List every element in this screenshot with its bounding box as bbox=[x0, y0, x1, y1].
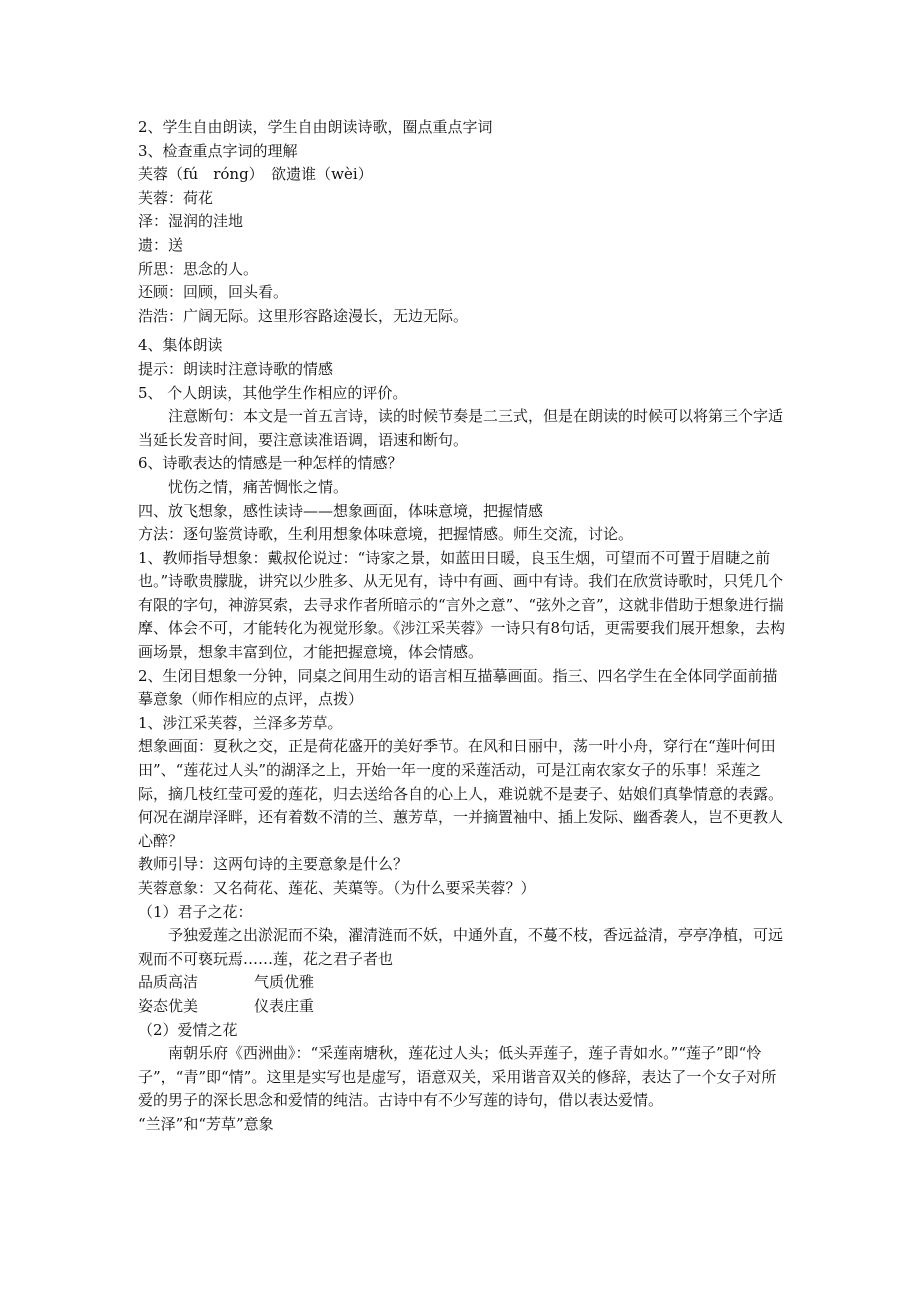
section-4-heading: 四、放飞想象，感性读诗——想象画面，体味意境，把握情感 bbox=[138, 501, 544, 520]
quality-pair-2 bbox=[138, 995, 786, 1019]
gloss-huangu: 还顾：回顾，回头看。 bbox=[138, 283, 289, 302]
method-line: 方法：逐句鉴赏诗歌，生利用想象体味意境，把握情感。师生交流，讨论。 bbox=[138, 525, 634, 544]
imagined-scene-paragraph: 想象画面：夏秋之交，正是荷花盛开的美好季节。在风和日丽中，荡一叶小舟，穿行在“莲叶何田田”、“莲花过人头”的湖泽之上，开始一年一度的采莲活动，可是江南农家女子的乐事！采莲之际，摘几枝红莹可爱的莲花，归去送给各自的心上人，难说就不是妻子、姑娘们真挚情意的表露。何况在湖岸泽畔，还有着数不清的兰、蕙芳草，一并摘置袖中、插上发际、幽香袭人，岂不更教人心醉？ bbox=[138, 737, 784, 850]
teacher-question: 教师引导：这两句诗的主要意象是什么？ bbox=[138, 855, 409, 874]
document-body bbox=[138, 116, 786, 1137]
student-imagine-paragraph: 2、生闭目想象一分钟，同桌之间用生动的语言相互描摹画面。指三、四名学生在全体同学面前描摹意象（师作相应的点评，点拨） bbox=[138, 666, 778, 709]
quality-pair-1 bbox=[138, 971, 786, 995]
gloss-suosi: 所思：思念的人。 bbox=[138, 259, 259, 278]
xizhouqu-paragraph: 南朝乐府《西洲曲》：“采莲南塘秋，莲花过人头；低头弄莲子，莲子青如水。”“莲子”即“怜子”，“青”即“情”。这里是实写也是虚写，语意双关，采用谐音双关的修辞，表达了一个女子对所爱的男子的深长思念和爱情的纯洁。古诗中有不少写莲的诗句，借以表达爱情。 bbox=[138, 1044, 777, 1110]
teacher-guide-paragraph: 1、教师指导想象：戴叔伦说过：“诗家之景，如蓝田日暖，良玉生烟，可望而不可置于眉睫之前也。”诗歌贵朦胧，讲究以少胜多、从无见有，诗中有画、画中有诗。我们在欣赏诗歌时，只凭几个有限的字句，神游冥索，去寻求作者所暗示的“言外之意”、“弦外之音”，这就非借助于想象进行揣摩、体会不可，才能转化为视觉形象。《涉江采芙蓉》一诗只有8句话，更需要我们展开想象，去构画场景，想象丰富到位，才能把握意境，体会情感。 bbox=[138, 548, 786, 662]
step-4-heading: 4、集体朗读 bbox=[138, 336, 223, 355]
poem-line-1: 1、涉江采芙蓉，兰泽多芳草。 bbox=[138, 713, 343, 732]
gloss-haohao: 浩浩：广阔无际。这里形容路途漫长，无边无际。 bbox=[138, 306, 469, 325]
step-2-line: 2、学生自由朗读，学生自由朗读诗歌，圈点重点字词 bbox=[138, 118, 493, 136]
emotion-answer: 忧伤之情，痛苦惆怅之情。 bbox=[168, 477, 349, 496]
ailian-quote: 予独爱莲之出淤泥而不染，濯清涟而不妖，中通外直，不蔓不枝，香远益清，亭亭净植，可远观而不可亵玩焉……莲，花之君子者也 bbox=[138, 926, 784, 968]
gloss-ze: 泽：湿润的洼地 bbox=[138, 212, 244, 231]
temperament-label: 气质优雅 bbox=[254, 973, 315, 992]
gentleman-flower-heading: （1）君子之花： bbox=[138, 902, 253, 921]
lanze-fangcao-heading: “兰泽”和“芳草”意象 bbox=[138, 1114, 274, 1133]
step-6-heading: 6、诗歌表达的情感是一种怎样的情感？ bbox=[138, 454, 403, 473]
step-5-heading: 5、 个人朗读，其他学生作相应的评价。 bbox=[138, 383, 408, 402]
quality-label: 品质高洁 bbox=[138, 973, 199, 992]
pronunciation-line: 芙蓉（fú róng） 欲遗谁（wèi） bbox=[138, 165, 373, 184]
tip-line: 提示：朗读时注意诗歌的情感 bbox=[138, 359, 334, 378]
posture-label: 姿态优美 bbox=[138, 996, 199, 1015]
manner-label: 仪表庄重 bbox=[254, 996, 315, 1015]
love-flower-heading: （2）爱情之花 bbox=[138, 1020, 238, 1039]
gloss-furong: 芙蓉：荷花 bbox=[138, 188, 214, 207]
reading-note: 注意断句：本文是一首五言诗，读的时候节奏是二三式，但是在朗读的时候可以将第三个字适当延长发音时间，要注意读准语调，语速和断句。 bbox=[138, 407, 784, 449]
furong-imagery: 芙蓉意象：又名荷花、莲花、芙蕖等。（为什么要采芙蓉？） bbox=[138, 879, 536, 897]
step-3-heading: 3、检查重点字词的理解 bbox=[138, 141, 298, 160]
gloss-wei: 遗：送 bbox=[138, 235, 184, 254]
